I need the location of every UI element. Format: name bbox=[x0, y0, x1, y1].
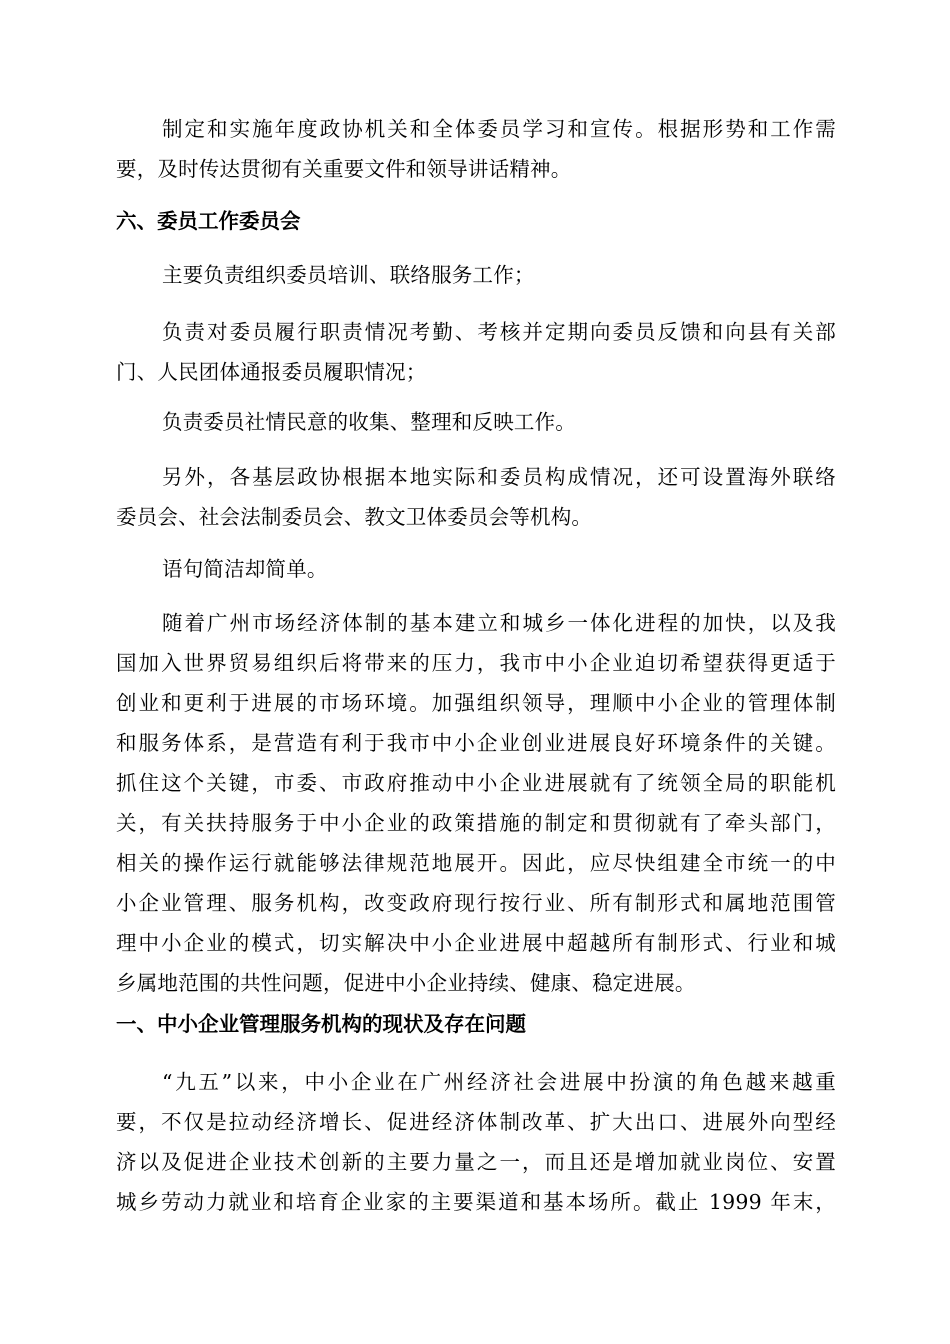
paragraph-line: 创业和更利于进展的市场环境。加强组织领导，理顺中小企业的管理体制 bbox=[116, 691, 836, 715]
paragraph-line: 城乡劳动力就业和培育企业家的主要渠道和基本场所。截止 1999 年末， bbox=[116, 1190, 836, 1214]
paragraph-line: 制定和实施年度政协机关和全体委员学习和宣传。根据形势和工作需 bbox=[162, 117, 836, 141]
paragraph-line: 负责对委员履行职责情况考勤、考核并定期向委员反馈和向县有关部 bbox=[162, 320, 836, 344]
paragraph-line: 主要负责组织委员培训、联络服务工作； bbox=[162, 263, 535, 287]
paragraph-line: 小企业管理、服务机构，改变政府现行按行业、所有制形式和属地范围管 bbox=[116, 891, 836, 915]
paragraph-line: 关，有关扶持服务于中小企业的政策措施的制定和贯彻就有了牵头部门， bbox=[116, 811, 836, 835]
paragraph-line: 负责委员社情民意的收集、整理和反映工作。 bbox=[162, 410, 576, 434]
paragraph-line: 要，及时传达贯彻有关重要文件和领导讲话精神。 bbox=[116, 157, 572, 181]
paragraph-line: 门、人民团体通报委员履职情况； bbox=[116, 360, 427, 384]
paragraph-line: 语句简洁却简单。 bbox=[162, 557, 328, 581]
section-heading: 六、委员工作委员会 bbox=[116, 209, 301, 233]
paragraph-line: 国加入世界贸易组织后将带来的压力，我市中小企业迫切希望获得更适于 bbox=[116, 651, 836, 675]
paragraph-line: 济以及促进企业技术创新的主要力量之一，而且还是增加就业岗位、安置 bbox=[116, 1150, 836, 1174]
paragraph-line: 乡属地范围的共性问题，促进中小企业持续、健康、稳定进展。 bbox=[116, 971, 696, 995]
paragraph-line: 抓住这个关键，市委、市政府推动中小企业进展就有了统领全局的职能机 bbox=[116, 771, 836, 795]
section-heading: 一、中小企业管理服务机构的现状及存在问题 bbox=[116, 1012, 526, 1036]
paragraph-line: 相关的操作运行就能够法律规范地展开。因此，应尽快组建全市统一的中 bbox=[116, 851, 836, 875]
paragraph-line: 要，不仅是拉动经济增长、促进经济体制改革、扩大出口、进展外向型经 bbox=[116, 1110, 836, 1134]
paragraph-line: 另外，各基层政协根据本地实际和委员构成情况，还可设置海外联络 bbox=[162, 465, 836, 489]
paragraph-line: 和服务体系，是营造有利于我市中小企业创业进展良好环境条件的关键。 bbox=[116, 731, 836, 755]
paragraph-line: 随着广州市场经济体制的基本建立和城乡一体化进程的加快，以及我 bbox=[162, 611, 836, 635]
paragraph-line: “九五”以来，中小企业在广州经济社会进展中扮演的角色越来越重 bbox=[162, 1070, 836, 1094]
paragraph-line: 理中小企业的模式，切实解决中小企业进展中超越所有制形式、行业和城 bbox=[116, 931, 836, 955]
paragraph-line: 委员会、社会法制委员会、教文卫体委员会等机构。 bbox=[116, 505, 593, 529]
